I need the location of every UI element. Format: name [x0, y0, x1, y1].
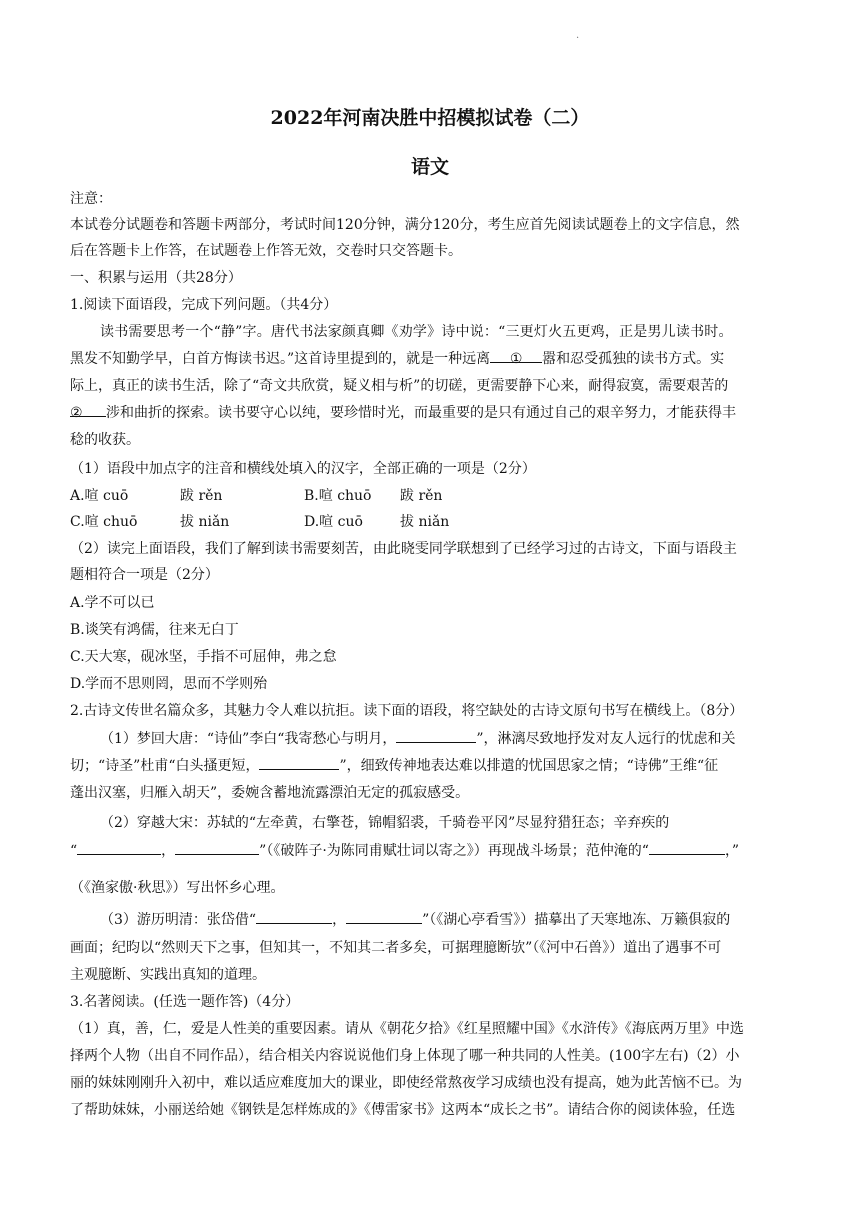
- q1-passage-line-1: 读书需要思考一个“静”字。唐代书法家颜真卿《劝学》诗中说：“三更灯火五更鸡，正是男儿读书时。: [100, 324, 733, 340]
- q1-sub2-option-a: A.学不可以已: [70, 595, 155, 611]
- q2-text: ，: [332, 912, 347, 928]
- notice-line-1: 本试卷分试题卷和答题卡两部分，考试时间120分钟，满分120分，考生应首先阅读试题卷上的文字信息，然: [70, 217, 740, 233]
- q1-options-row-1: [70, 485, 442, 507]
- q1-passage-line-3: 际上，真正的读书生活，除了“奇文共欣赏，疑义相与析”的切磋，更需要静下心来，耐得寂寞，需要艰苦的: [70, 378, 729, 394]
- q1-sub1: （1）语段中加点字的注音和横线处填入的汉字，全部正确的一项是（2分）: [70, 461, 536, 477]
- q2-text: 切；“诗圣”杜甫“白头搔更短，: [70, 758, 260, 774]
- q2-text: （3）游历明清：张岱借“: [100, 912, 257, 928]
- exam-title: 2022年河南决胜中招模拟试卷（二）: [270, 107, 590, 129]
- q1-passage-text: 黑发不知勤学早，白首方悔读书迟。”这首诗里提到的，就是一种远离: [70, 351, 491, 367]
- q2-line-7: [100, 909, 800, 931]
- q2-line-4: （2）穿越大宋：苏轼的“左牵黄，右擎苍，锦帽貂裘，千骑卷平冈”尽显狩猎狂态；辛弃疾的: [100, 815, 670, 831]
- q3-stem: 3.名著阅读。(任选一题作答)（4分）: [70, 994, 300, 1010]
- q1-passage-text: 涉和曲折的探索。读书要守心以纯，要珍惜时光，而最重要的是只有通过自己的艰辛努力，才能获得丰: [106, 405, 736, 421]
- q2-line-9: 主观臆断、实践出真知的道理。: [70, 967, 266, 983]
- q2-line-6: （《渔家傲·秋思》）写出怀乡心理。: [70, 880, 285, 896]
- q1-passage-text: 嚣和忍受孤独的读书方式。实: [542, 351, 725, 367]
- q1-blank-2: [70, 402, 106, 421]
- q3-line-1: （1）真，善，仁，爱是人性美的重要因素。请从《朝花夕拾》《红星照耀中国》《水浒传》《海底两万里》中选: [70, 1021, 744, 1037]
- q2-blank-2: [259, 755, 339, 770]
- option-d-extra: 拔 niǎn: [400, 514, 450, 530]
- header-mark: .: [576, 30, 580, 41]
- q1-stem: 1.阅读下面语段，完成下列问题。（共4分）: [70, 297, 338, 313]
- option-c-extra: 拔 niǎn: [180, 514, 230, 530]
- q3-line-2: 择两个人物（出自不同作品），结合相关内容说说他们身上体现了哪一种共同的人性美。(100字左右)（2）小: [70, 1048, 740, 1064]
- q2-line-2: [70, 755, 800, 777]
- q1-passage-line-5: 稔的收获。: [70, 432, 140, 448]
- option-d: D.喧 cuō: [304, 514, 363, 530]
- q2-blank-7: [346, 909, 422, 924]
- q1-blank-1: [490, 348, 542, 367]
- q1-sub2-line-2: 题相符合一项是（2分）: [70, 567, 219, 583]
- q3-line-4: 了帮助妹妹，小丽送给她《钢铁是怎样炼成的》《傅雷家书》这两本“成长之书”。请结合你的阅读体验，任选: [70, 1102, 736, 1118]
- q2-blank-6: [256, 909, 332, 924]
- option-b: B.喧 chuō: [304, 488, 372, 504]
- option-a: A.喧 cuō: [70, 488, 129, 504]
- q2-blank-5: [649, 840, 725, 855]
- q2-text: ”，淋漓尽致地抒发对友人远行的忧虑和关: [476, 731, 736, 747]
- q1-sub2-option-d: D.学而不思则罔，思而不学则殆: [70, 676, 268, 692]
- q2-text: ，: [161, 843, 176, 859]
- q2-line-3: 蓬出汉塞，归雁入胡天”，委婉含蓄地流露漂泊无定的孤寂感受。: [70, 785, 470, 801]
- q2-blank-4: [175, 840, 259, 855]
- q2-line-1: [100, 728, 800, 750]
- q2-stem: 2.古诗文传世名篇众多，其魅力令人难以抗拒。读下面的语段，将空缺处的古诗文原句书写在横线上。（8分）: [70, 703, 744, 719]
- q1-passage-line-2: [70, 348, 800, 370]
- subject-title: 语文: [410, 156, 449, 178]
- q2-blank-3: [77, 840, 161, 855]
- blank-marker-2: ②: [70, 405, 83, 421]
- q2-blank-1: [396, 728, 476, 743]
- q3-line-3: 丽的妹妹刚刚升入初中，难以适应难度加大的课业，即使经常熬夜学习成绩也没有提高，她为此苦恼不已。为: [70, 1075, 742, 1091]
- q2-text: ”（《破阵子·为陈同甫赋壮词以寄之》）再现战斗场景；范仲淹的“: [259, 843, 649, 859]
- q1-sub2-option-b: B.谈笑有鸿儒，往来无白丁: [70, 622, 239, 638]
- notice-line-2: 后在答题卡上作答，在试题卷上作答无效，交卷时只交答题卡。: [70, 243, 462, 259]
- q2-text: ”（《湖心亭看雪》）描摹出了天寒地冻、万籁俱寂的: [422, 912, 731, 928]
- q1-passage-line-4: [70, 402, 800, 424]
- q2-line-5: [70, 840, 800, 862]
- q2-text: “: [70, 843, 78, 859]
- notice-label: 注意：: [70, 191, 112, 207]
- q2-text: （1）梦回大唐：“诗仙”李白“我寄愁心与明月，: [100, 731, 397, 747]
- q1-sub2-option-c: C.天大寒，砚冰坚，手指不可屈伸，弗之怠: [70, 649, 337, 665]
- option-a-extra: 跋 rěn: [180, 488, 223, 504]
- section-1-heading: 一、积累与运用（共28分）: [70, 270, 242, 286]
- option-c: C.喧 chuō: [70, 514, 138, 530]
- blank-marker-1: ①: [509, 351, 523, 367]
- q2-line-8: 画面；纪昀以“然则天下之事，但知其一，不知其二者多矣，可据理臆断欤”（《河中石兽》）道出了遇事不可: [70, 940, 722, 956]
- q2-text: ，”: [724, 843, 740, 859]
- q1-sub2-line-1: （2）读完上面语段，我们了解到读书需要刻苦，由此晓雯同学联想到了已经学习过的古诗文，下面与语段主: [70, 541, 737, 557]
- q1-options-row-2: [70, 511, 449, 533]
- q2-text: ”，细致传神地表达难以排遣的忧国思家之情；“诗佛”王维“征: [339, 758, 719, 774]
- option-b-extra: 跋 rěn: [400, 488, 443, 504]
